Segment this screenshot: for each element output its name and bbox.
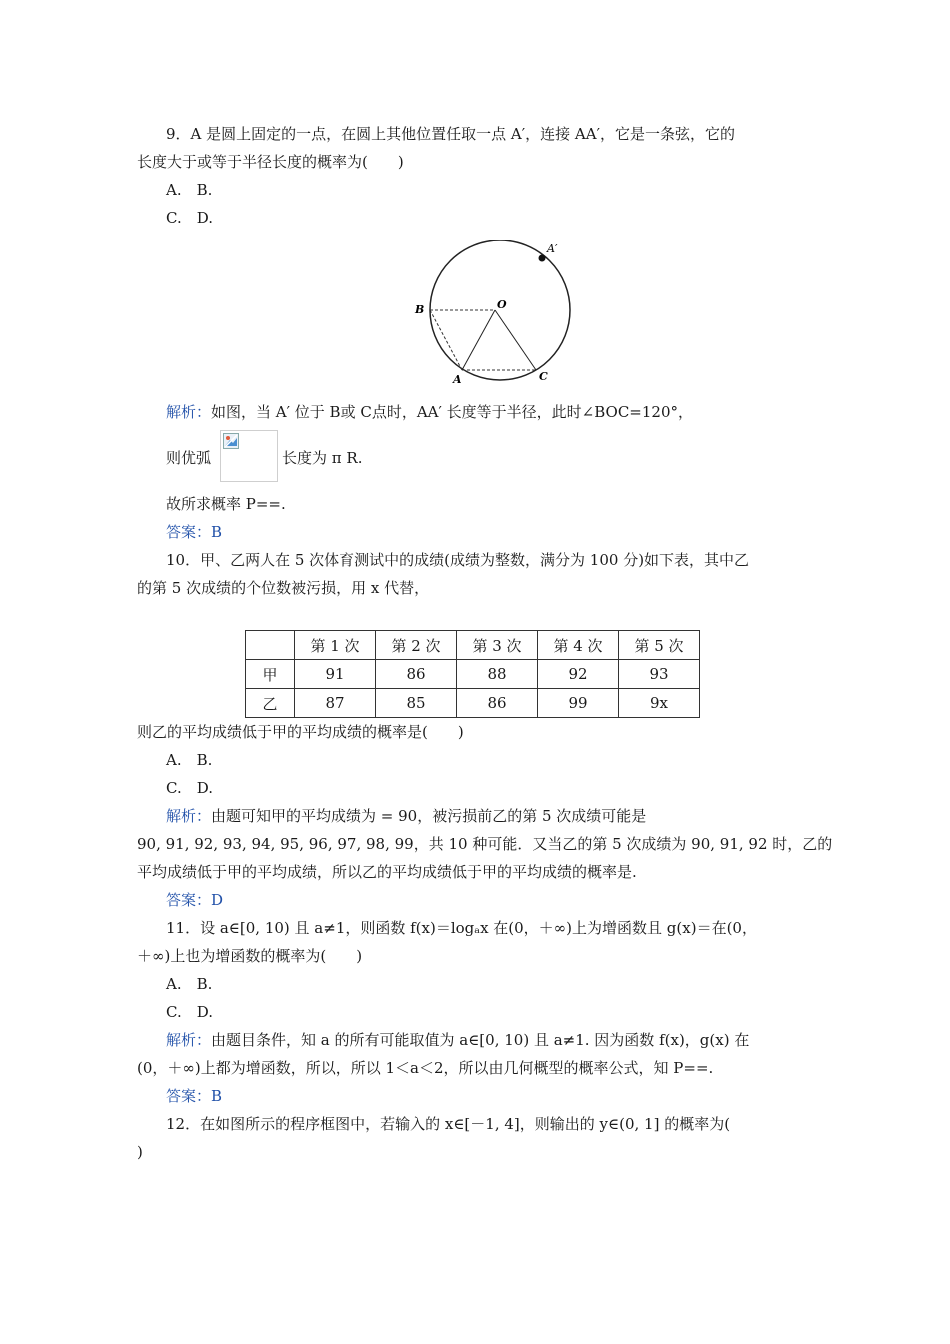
table-cell: 93 <box>619 660 700 689</box>
q9-options-cd: C. D. <box>166 209 213 227</box>
label-a: A <box>453 373 462 386</box>
analysis-label: 解析： <box>166 1031 212 1049</box>
table-cell: 91 <box>295 660 376 689</box>
q10-analysis-line1 <box>166 806 646 826</box>
q10-stem-line3: 则乙的平均成绩低于甲的平均成绩的概率是( ) <box>137 723 464 741</box>
table-header-cell: 第 4 次 <box>538 631 619 660</box>
segment-oc <box>495 310 536 370</box>
q12-stem-line2: ) <box>137 1143 143 1161</box>
answer-value: B <box>211 523 223 541</box>
q10-options-ab: A. B. <box>166 751 213 769</box>
answer-label: 答案： <box>166 523 212 541</box>
table-header-cell: 第 1 次 <box>295 631 376 660</box>
broken-image-icon <box>223 433 239 449</box>
table-cell: 甲 <box>246 660 295 689</box>
chord-ba <box>430 310 462 370</box>
q10-stem-line1: 10．甲、乙两人在 5 次体育测试中的成绩(成绩为整数，满分为 100 分)如下表，其中乙 <box>166 551 750 569</box>
answer-value: D <box>211 891 224 909</box>
analysis-label: 解析： <box>166 403 212 421</box>
q11-stem-line2: ＋∞)上也为增函数的概率为( ) <box>137 947 363 965</box>
label-b: B <box>415 303 425 316</box>
q9-stem-line1: 9．A 是圆上固定的一点，在圆上其他位置任取一点 A′，连接 AA′，它是一条弦，它的 <box>166 125 735 143</box>
table-cell: 86 <box>457 689 538 718</box>
table-cell: 88 <box>457 660 538 689</box>
q9-stem-line2: 长度大于或等于半径长度的概率为( ) <box>137 153 404 171</box>
broken-image-placeholder <box>220 430 278 482</box>
table-cell: 87 <box>295 689 376 718</box>
analysis-label: 解析： <box>166 807 212 825</box>
q11-answer <box>166 1086 222 1106</box>
answer-label: 答案： <box>166 891 212 909</box>
q11-analysis-line2: (0，＋∞)上都为增函数，所以，所以 1＜a＜2，所以由几何概型的概率公式，知 P==. <box>137 1059 714 1077</box>
q9-options-ab: A. B. <box>166 181 213 199</box>
q10-analysis-line3: 平均成绩低于甲的平均成绩，所以乙的平均成绩低于甲的平均成绩的概率是. <box>137 863 637 881</box>
table-header-cell: 第 3 次 <box>457 631 538 660</box>
q11-analysis-line1 <box>166 1030 749 1050</box>
q10-stem-line2: 的第 5 次成绩的个位数被污损，用 x 代替， <box>137 579 430 597</box>
table-cell: 92 <box>538 660 619 689</box>
table-header-cell <box>246 631 295 660</box>
table-row <box>246 660 700 689</box>
q11-analysis-text1: 由题目条件，知 a 的所有可能取值为 a∈[0, 10) 且 a≠1. 因为函数 f(x)，g(x) 在 <box>211 1031 750 1049</box>
point-a-prime <box>539 255 546 262</box>
q10-options-cd: C. D. <box>166 779 213 797</box>
q10-analysis-line2: 90, 91, 92, 93, 94, 95, 96, 97, 98, 99，共 10 种可能．又当乙的第 5 次成绩为 90, 91, 92 时，乙的 <box>137 835 833 853</box>
q11-options-cd: C. D. <box>166 1003 213 1021</box>
table-header-row <box>246 631 700 660</box>
q9-analysis-line1 <box>166 402 693 422</box>
label-c: C <box>539 370 548 383</box>
segment-oa <box>462 310 495 370</box>
q11-stem-line1: 11．设 a∈[0, 10) 且 a≠1，则函数 f(x)＝logₐx 在(0，＋∞)上为增函数且 g(x)＝在(0， <box>166 919 757 937</box>
label-o: O <box>497 298 507 311</box>
answer-value: B <box>211 1087 223 1105</box>
table-cell: 85 <box>376 689 457 718</box>
table-cell: 99 <box>538 689 619 718</box>
q10-answer <box>166 890 223 910</box>
table-header-cell: 第 2 次 <box>376 631 457 660</box>
q9-analysis-text1: 如图，当 A′ 位于 B或 C点时，AA′ 长度等于半径，此时∠BOC=120°， <box>211 403 694 421</box>
table-cell: 9x <box>619 689 700 718</box>
scores-table <box>245 630 700 718</box>
q9-analysis-text2b: 长度为 π R. <box>282 449 363 467</box>
table-row <box>246 689 700 718</box>
q11-options-ab: A. B. <box>166 975 213 993</box>
q9-analysis-line2 <box>166 448 211 468</box>
answer-label: 答案： <box>166 1087 212 1105</box>
table-cell: 乙 <box>246 689 295 718</box>
table-cell: 86 <box>376 660 457 689</box>
q9-analysis-text2a: 则优弧 <box>166 449 212 467</box>
q12-stem-line1: 12．在如图所示的程序框图中，若输入的 x∈[－1, 4]，则输出的 y∈(0, 1] 的概率为( <box>166 1115 731 1133</box>
table-header-cell: 第 5 次 <box>619 631 700 660</box>
circle-figure <box>405 240 585 390</box>
q10-analysis-text1: 由题可知甲的平均成绩为 = 90，被污损前乙的第 5 次成绩可能是 <box>211 807 647 825</box>
q9-analysis-line3: 故所求概率 P==. <box>166 495 286 513</box>
q9-answer <box>166 522 222 542</box>
label-a-prime: A′ <box>547 242 558 255</box>
